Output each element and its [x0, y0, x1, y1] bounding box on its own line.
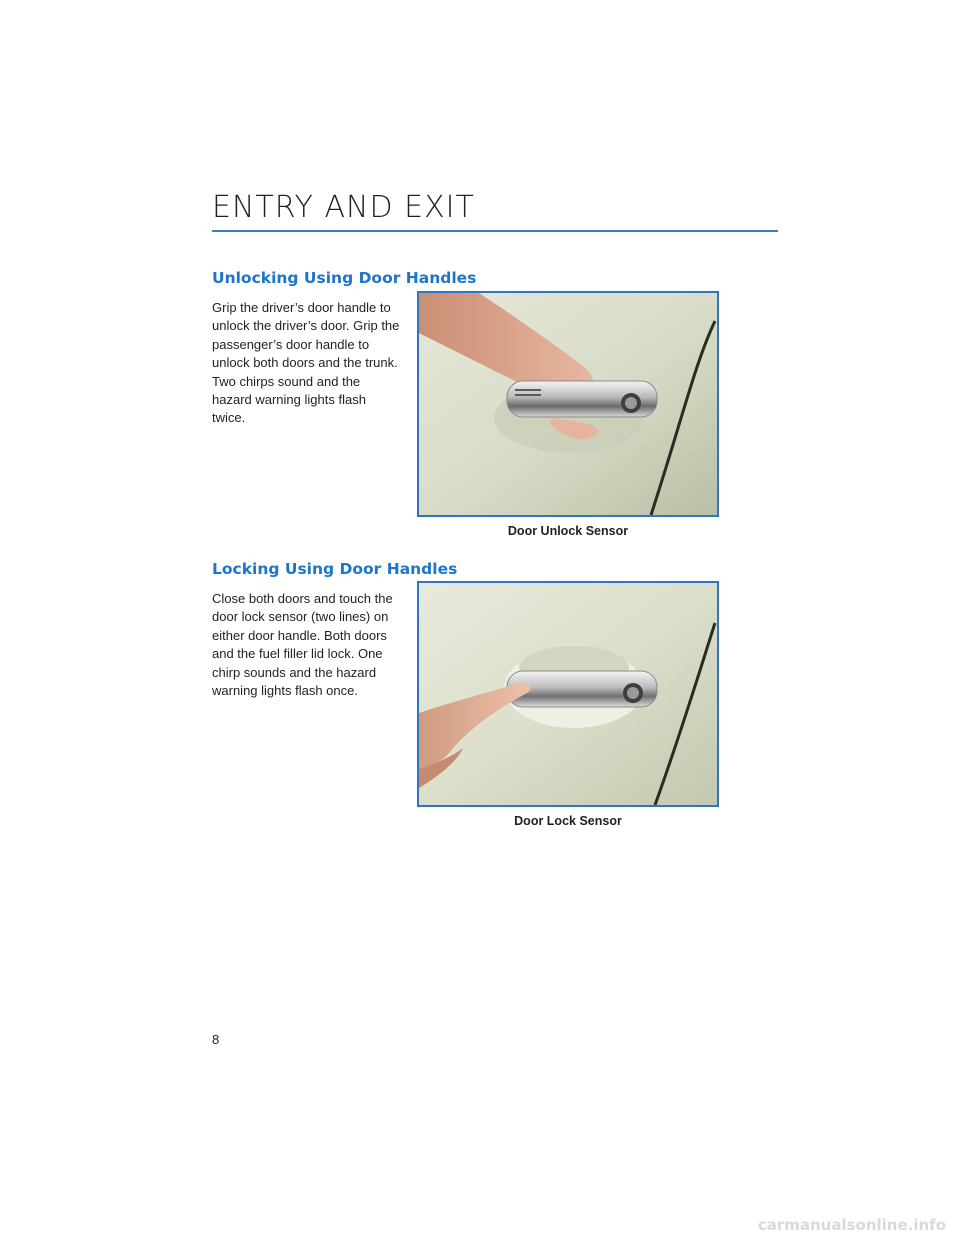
page-title: ENTRY AND EXIT	[212, 190, 475, 225]
header-rule	[212, 230, 778, 232]
page-number: 8	[212, 1032, 220, 1047]
photo-caption-unlock: Door Unlock Sensor	[507, 524, 629, 538]
section-body-locking: Close both doors and touch the door lock sensor (two lines) on either door handle. Both doors and the fuel filler lid lock. One chirp sounds and the hazard warning lights flash once.	[212, 591, 393, 699]
section-heading-locking: Locking Using Door Handles	[212, 560, 458, 578]
door-unlock-photo	[417, 291, 719, 517]
finger-touching-door-handle-photo-icon	[419, 583, 717, 805]
page-header	[212, 190, 778, 232]
section-heading-unlocking: Unlocking Using Door Handles	[212, 269, 477, 287]
section-body-unlocking: Grip the driver’s door handle to unlock the driver’s door. Grip the passenger’s door handle to unlock both doors and the trunk. Two chirps sound and the hazard warning lights flash twice.	[212, 300, 400, 426]
watermark-text: carmanualsonline.info	[757, 1216, 946, 1234]
door-lock-photo	[417, 581, 719, 807]
hand-gripping-door-handle-photo-icon	[419, 293, 717, 515]
photo-caption-lock: Door Lock Sensor	[514, 814, 622, 828]
